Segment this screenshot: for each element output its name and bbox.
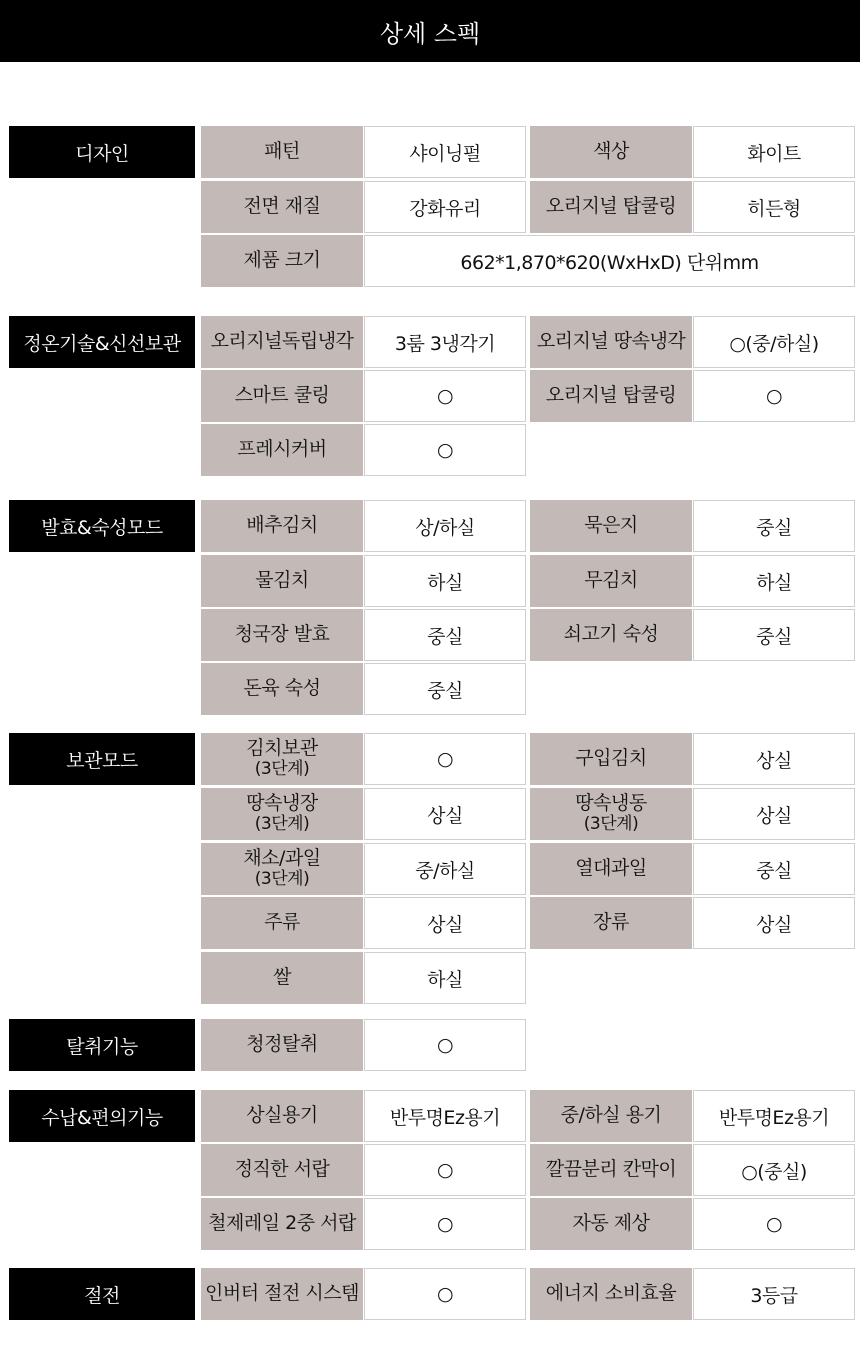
spec-label-sauce: 장류 (530, 897, 692, 949)
spec-label-pattern: 패턴 (201, 126, 363, 178)
spec-value-upper-container: 반투명Ez용기 (364, 1090, 526, 1142)
spec-label-veg-fruit-sub: (3단계) (254, 869, 310, 890)
spec-label-radish-kimchi: 무김치 (530, 555, 692, 607)
spec-label-kimchi-storage-text: 김치보관 (246, 737, 318, 760)
category-deodorize: 탈취기능 (9, 1019, 195, 1071)
spec-value-size: 662*1,870*620(WxHxD) 단위mm (364, 235, 855, 287)
spec-label-ground-fridge (201, 788, 363, 840)
category-convenience: 수납&편의기능 (9, 1090, 195, 1142)
spec-value-steel-rail-drawer: ○ (364, 1198, 526, 1250)
spec-value-radish-kimchi: 하실 (693, 555, 855, 607)
spec-label-smart-cooling: 스마트 쿨링 (201, 370, 363, 422)
category-ferment: 발효&숙성모드 (9, 500, 195, 552)
spec-value-fresh-cover: ○ (364, 424, 526, 476)
spec-label-ground-fridge-sub: (3단계) (254, 814, 310, 835)
category-power-saving: 절전 (9, 1268, 195, 1320)
spec-value-inverter: ○ (364, 1268, 526, 1320)
spec-value-pork-aging: 중실 (364, 663, 526, 715)
category-design: 디자인 (9, 126, 195, 178)
spec-label-ground-freeze-sub: (3단계) (583, 814, 639, 835)
spec-label-ground-fridge-text: 땅속냉장 (246, 792, 318, 815)
spec-label-divider: 깔끔분리 칸막이 (530, 1144, 692, 1196)
spec-label-pork-aging: 돈육 숙성 (201, 663, 363, 715)
spec-label-cabbage-kimchi: 배추김치 (201, 500, 363, 552)
spec-value-clean-deodorize: ○ (364, 1019, 526, 1071)
spec-label-upper-container: 상실용기 (201, 1090, 363, 1142)
spec-value-cheonggukjang: 중실 (364, 609, 526, 661)
spec-value-rice: 하실 (364, 952, 526, 1004)
spec-value-liquor: 상실 (364, 897, 526, 949)
spec-value-beef-aging: 중실 (693, 609, 855, 661)
spec-label-mid-low-container: 중/하실 용기 (530, 1090, 692, 1142)
spec-label-inverter: 인버터 절전 시스템 (201, 1268, 363, 1320)
spec-label-veg-fruit (201, 843, 363, 895)
spec-value-cabbage-kimchi: 상/하실 (364, 500, 526, 552)
spec-label-liquor: 주류 (201, 897, 363, 949)
spec-label-cheonggukjang: 청국장 발효 (201, 609, 363, 661)
spec-value-honest-drawer: ○ (364, 1144, 526, 1196)
spec-value-independent-cooling: 3룸 3냉각기 (364, 316, 526, 368)
spec-value-mukeunji: 중실 (693, 500, 855, 552)
spec-label-kimchi-storage-sub: (3단계) (254, 759, 310, 780)
spec-value-energy-efficiency: 3등급 (693, 1268, 855, 1320)
spec-label-top-cooling-2: 오리지널 탑쿨링 (530, 370, 692, 422)
spec-value-water-kimchi: 하실 (364, 555, 526, 607)
spec-label-size: 제품 크기 (201, 235, 363, 287)
spec-label-top-cooling: 오리지널 탑쿨링 (530, 181, 692, 233)
spec-label-energy-efficiency: 에너지 소비효율 (530, 1268, 692, 1320)
spec-value-color: 화이트 (693, 126, 855, 178)
spec-value-mid-low-container: 반투명Ez용기 (693, 1090, 855, 1142)
spec-label-clean-deodorize: 청정탈취 (201, 1019, 363, 1071)
spec-label-ground-freeze-text: 땅속냉동 (575, 792, 647, 815)
spec-value-top-cooling: 히든형 (693, 181, 855, 233)
spec-label-ground-cooling: 오리지널 땅속냉각 (530, 316, 692, 368)
spec-label-honest-drawer: 정직한 서랍 (201, 1144, 363, 1196)
spec-label-color: 색상 (530, 126, 692, 178)
spec-label-rice: 쌀 (201, 952, 363, 1004)
spec-label-kimchi-storage (201, 733, 363, 785)
spec-value-smart-cooling: ○ (364, 370, 526, 422)
spec-label-beef-aging: 쇠고기 숙성 (530, 609, 692, 661)
spec-value-front-material: 강화유리 (364, 181, 526, 233)
spec-label-bought-kimchi: 구입김치 (530, 733, 692, 785)
spec-label-independent-cooling: 오리지널독립냉각 (201, 316, 363, 368)
spec-label-tropical-fruit: 열대과일 (530, 843, 692, 895)
spec-value-bought-kimchi: 상실 (693, 733, 855, 785)
spec-value-auto-defrost: ○ (693, 1198, 855, 1250)
category-temperature: 정온기술&신선보관 (9, 316, 195, 368)
spec-label-front-material: 전면 재질 (201, 181, 363, 233)
spec-value-ground-cooling: ○(중/하실) (693, 316, 855, 368)
spec-value-ground-freeze: 상실 (693, 788, 855, 840)
spec-label-veg-fruit-text: 채소/과일 (243, 847, 321, 870)
spec-label-auto-defrost: 자동 제상 (530, 1198, 692, 1250)
spec-value-tropical-fruit: 중실 (693, 843, 855, 895)
spec-label-ground-freeze (530, 788, 692, 840)
spec-value-veg-fruit: 중/하실 (364, 843, 526, 895)
spec-label-steel-rail-drawer: 철제레일 2중 서랍 (201, 1198, 363, 1250)
spec-value-kimchi-storage: ○ (364, 733, 526, 785)
spec-value-divider: ○(중실) (693, 1144, 855, 1196)
spec-label-water-kimchi: 물김치 (201, 555, 363, 607)
spec-value-ground-fridge: 상실 (364, 788, 526, 840)
spec-label-fresh-cover: 프레시커버 (201, 424, 363, 476)
spec-value-top-cooling-2: ○ (693, 370, 855, 422)
spec-label-mukeunji: 묵은지 (530, 500, 692, 552)
category-storage: 보관모드 (9, 733, 195, 785)
spec-value-pattern: 샤이닝펄 (364, 126, 526, 178)
page-title: 상세 스펙 (0, 0, 860, 62)
spec-value-sauce: 상실 (693, 897, 855, 949)
